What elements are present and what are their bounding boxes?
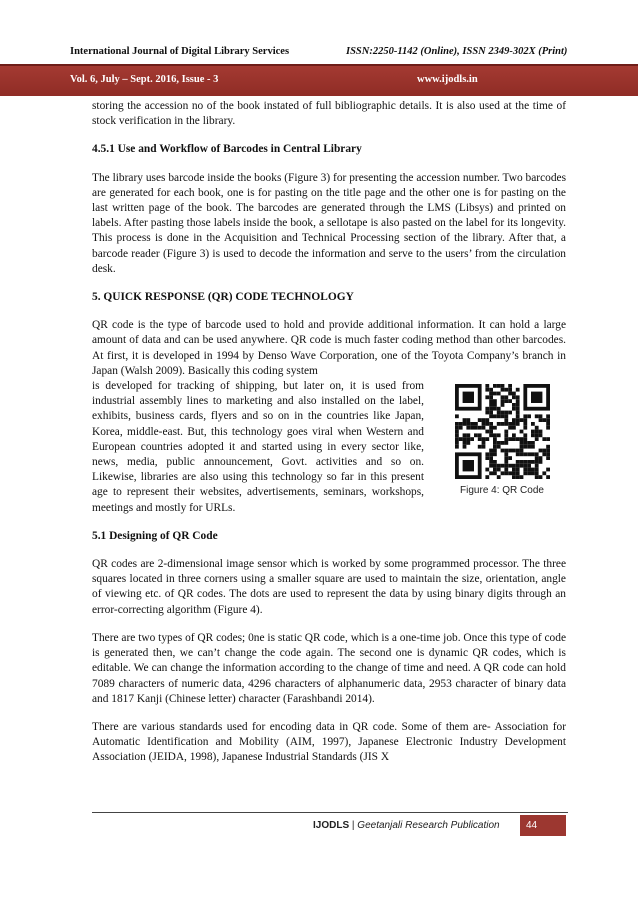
qr-module — [520, 460, 524, 464]
qr-module — [531, 433, 535, 437]
qr-module — [459, 426, 463, 430]
qr-module — [546, 422, 550, 426]
qr-module — [497, 384, 501, 388]
qr-module — [501, 441, 505, 445]
qr-module — [493, 407, 497, 411]
qr-module — [535, 426, 539, 430]
qr-module — [512, 426, 516, 430]
qr-module — [489, 449, 493, 453]
qr-module — [497, 433, 501, 437]
qr-module — [516, 422, 520, 426]
qr-module — [485, 388, 489, 392]
qr-module — [504, 422, 508, 426]
qr-finder-pattern — [463, 392, 474, 403]
qr-module — [523, 441, 527, 445]
qr-module — [482, 445, 486, 449]
qr-module — [493, 449, 497, 453]
heading-51: 5.1 Designing of QR Code — [92, 529, 218, 542]
qr-module — [459, 437, 463, 441]
qr-module — [531, 441, 535, 445]
qr-module — [497, 475, 501, 479]
qr-module — [512, 407, 516, 411]
qr-module — [516, 407, 520, 411]
qr-module — [504, 414, 508, 418]
qr-module — [523, 452, 527, 456]
qr-module — [504, 449, 508, 453]
qr-module — [466, 422, 470, 426]
qr-module — [470, 437, 474, 441]
qr-module — [520, 441, 524, 445]
qr-module — [531, 460, 535, 464]
heading-5: 5. QUICK RESPONSE (QR) CODE TECHNOLOGY — [92, 291, 354, 304]
qr-module — [485, 437, 489, 441]
qr-module — [535, 433, 539, 437]
figure-caption: Figure 4: QR Code — [460, 485, 544, 497]
qr-module — [482, 437, 486, 441]
qr-module — [520, 437, 524, 441]
qr-module — [493, 437, 497, 441]
footer — [313, 820, 500, 831]
qr-module — [501, 449, 505, 453]
qr-module — [535, 475, 539, 479]
qr-module — [493, 471, 497, 475]
qr-module — [493, 403, 497, 407]
qr-module — [489, 430, 493, 434]
qr-module — [493, 464, 497, 468]
qr-module — [489, 414, 493, 418]
qr-module — [497, 407, 501, 411]
qr-module — [493, 433, 497, 437]
qr-module — [523, 468, 527, 472]
qr-module — [508, 388, 512, 392]
qr-module — [516, 468, 520, 472]
qr-module — [489, 426, 493, 430]
qr-code-image — [447, 383, 557, 479]
qr-module — [489, 471, 493, 475]
qr-module — [489, 452, 493, 456]
qr-module — [489, 399, 493, 403]
qr-module — [501, 471, 505, 475]
qr-module — [516, 475, 520, 479]
qr-module — [520, 445, 524, 449]
qr-module — [512, 403, 516, 407]
qr-module — [539, 418, 543, 422]
qr-module — [485, 430, 489, 434]
qr-module — [516, 471, 520, 475]
paragraph-qr-a: QR code is the type of barcode used to hold and provide additional information. It can hold a large amount of data and can be used anywhere. QR code is much faster coding method than other barcodes. At first, it is developed in 1994 by Denso Wave Corporation, one of the Toyota Company’s branch in Japan (Walsh 2009). Basically this coding system — [92, 319, 566, 377]
qr-module — [539, 449, 543, 453]
qr-module — [539, 433, 543, 437]
qr-module — [489, 460, 493, 464]
qr-module — [539, 456, 543, 460]
qr-module — [512, 395, 516, 399]
footer-separator: | — [351, 820, 355, 831]
qr-module — [497, 468, 501, 472]
qr-module — [489, 388, 493, 392]
qr-module — [501, 464, 505, 468]
qr-module — [535, 414, 539, 418]
qr-module — [546, 414, 550, 418]
article-body — [92, 99, 566, 779]
qr-module — [523, 445, 527, 449]
qr-module — [508, 437, 512, 441]
qr-module — [516, 414, 520, 418]
qr-module — [493, 414, 497, 418]
qr-module — [542, 449, 546, 453]
qr-module — [455, 430, 459, 434]
website-link[interactable]: www.ijodls.in — [417, 74, 478, 85]
qr-module — [485, 384, 489, 388]
footer-publisher: Geetanjali Research Publication — [357, 820, 500, 831]
qr-module — [485, 395, 489, 399]
qr-module — [512, 422, 516, 426]
qr-module — [474, 422, 478, 426]
qr-module — [504, 395, 508, 399]
qr-module — [489, 395, 493, 399]
qr-module — [489, 422, 493, 426]
qr-module — [478, 437, 482, 441]
qr-module — [535, 460, 539, 464]
qr-module — [497, 441, 501, 445]
paragraph-intro: storing the accession no of the book instated of full bibliographic details. It is also used at the time of stock verification in the library. — [92, 100, 566, 128]
qr-module — [501, 384, 505, 388]
qr-module — [546, 426, 550, 430]
qr-module — [482, 426, 486, 430]
qr-module — [497, 414, 501, 418]
qr-module — [523, 418, 527, 422]
qr-module — [482, 418, 486, 422]
qr-finder-pattern — [531, 392, 542, 403]
issn-text: ISSN:2250-1142 (Online), ISSN 2349-302X (Print) — [346, 46, 568, 57]
qr-module — [485, 475, 489, 479]
qr-module — [520, 475, 524, 479]
qr-module — [489, 464, 493, 468]
qr-module — [493, 468, 497, 472]
qr-module — [497, 445, 501, 449]
qr-module — [455, 441, 459, 445]
qr-module — [512, 468, 516, 472]
qr-module — [504, 430, 508, 434]
qr-module — [527, 464, 531, 468]
qr-module — [485, 468, 489, 472]
qr-module — [520, 464, 524, 468]
qr-module — [489, 392, 493, 396]
paragraph-design: QR codes are 2-dimensional image sensor which is worked by some programmed processor. The three squares located in three corners using a smaller square are used to maintain the size, orientation, angle of viewing etc. of QR codes. The dots are used to represent the data by using binary digits through an error-correcting algorithm (Figure 4). — [92, 558, 566, 616]
qr-module — [542, 471, 546, 475]
qr-module — [539, 475, 543, 479]
qr-module — [527, 452, 531, 456]
qr-module — [489, 403, 493, 407]
qr-module — [463, 437, 467, 441]
qr-module — [504, 437, 508, 441]
qr-module — [504, 441, 508, 445]
qr-module — [463, 433, 467, 437]
qr-module — [523, 414, 527, 418]
qr-module — [520, 452, 524, 456]
qr-module — [516, 395, 520, 399]
qr-module — [535, 430, 539, 434]
qr-module — [539, 460, 543, 464]
qr-module — [546, 437, 550, 441]
qr-module — [463, 445, 467, 449]
paragraph-types: There are two types of QR codes; 0ne is static QR code, which is a one-time job. Once this type of code is generated then, we can’t change the code again. The second one is dynamic QR codes, which is editable. We can change the information according to the change of time and need. A QR code can hold 7089 characters of numeric data, 4296 characters of alphanumeric data, 2953 character of binary data and 1817 Kanji (Chinese letter) character (Farashbandi 2014). — [92, 631, 566, 705]
qr-module — [527, 471, 531, 475]
qr-module — [508, 422, 512, 426]
qr-module — [546, 449, 550, 453]
qr-module — [497, 464, 501, 468]
qr-module — [482, 422, 486, 426]
qr-module — [466, 433, 470, 437]
qr-module — [542, 418, 546, 422]
figure-qr-code — [438, 383, 566, 498]
qr-module — [504, 418, 508, 422]
qr-module — [546, 475, 550, 479]
journal-title: International Journal of Digital Library Services — [70, 46, 290, 57]
qr-module — [478, 433, 482, 437]
qr-module — [489, 407, 493, 411]
qr-module — [497, 422, 501, 426]
qr-module — [531, 445, 535, 449]
qr-module — [501, 411, 505, 415]
qr-module — [489, 433, 493, 437]
qr-module — [466, 426, 470, 430]
qr-module — [485, 422, 489, 426]
qr-module — [493, 460, 497, 464]
qr-module — [508, 464, 512, 468]
qr-module — [512, 471, 516, 475]
qr-module — [512, 433, 516, 437]
paragraph-qr-b: is developed for tracking of shipping, but later on, it is used from industrial assembly lines to marketing and also installed on the label, exhibits, business cards, flyers and so on in the countries like Japan, Korea, middle-east. But, this technology goes viral when Western and European countries adopted it and started using in every sector like, news, media, public announcement, Govt. activities and so on. Likewise, libraries are also using this technology so far in this present age to represent their websites, advertisements, seminars, workshops, meetings and mostly for URLs. — [92, 380, 424, 514]
qr-module — [527, 460, 531, 464]
qr-module — [546, 452, 550, 456]
qr-module — [455, 426, 459, 430]
qr-module — [516, 449, 520, 453]
paragraph-standards: There are various standards used for encoding data in QR code. Some of them are- Association for Automatic Identification and Mobility (AIM, 1997), Japanese Electronic Industry Development Association (JEIDA, 1998), Japanese Industrial Standards (JIS X — [92, 720, 566, 764]
qr-module — [523, 460, 527, 464]
qr-module — [512, 418, 516, 422]
qr-module — [508, 426, 512, 430]
qr-module — [527, 414, 531, 418]
qr-module — [504, 460, 508, 464]
qr-module — [535, 452, 539, 456]
qr-module — [512, 437, 516, 441]
qr-module — [535, 471, 539, 475]
qr-module — [466, 418, 470, 422]
qr-module — [523, 437, 527, 441]
qr-module — [516, 418, 520, 422]
qr-module — [497, 411, 501, 415]
qr-module — [463, 422, 467, 426]
qr-module — [504, 471, 508, 475]
qr-module — [535, 468, 539, 472]
qr-module — [508, 399, 512, 403]
qr-module — [512, 464, 516, 468]
qr-module — [523, 464, 527, 468]
qr-module — [493, 384, 497, 388]
qr-module — [535, 437, 539, 441]
qr-module — [485, 452, 489, 456]
paragraph-barcode: The library uses barcode inside the books (Figure 3) for presenting the accession number. Two barcodes are generated for each book, one is for pasting on the title page and the other one is for pasting on the last written page of the book. The barcodes are generated through the LMS (Libsys) and printed on labels. After pasting those labels inside the book, a sellotape is also pasted on the label for its longevity. This process is done in the Acquisition and Technical Processing section of the library. After that, a barcode reader (Figure 3) is used to decode the information and serve to the users’ from the circulation desk. — [92, 171, 566, 275]
qr-module — [470, 426, 474, 430]
qr-module — [493, 445, 497, 449]
qr-module — [508, 392, 512, 396]
qr-module — [527, 468, 531, 472]
qr-module — [489, 411, 493, 415]
qr-module — [455, 433, 459, 437]
qr-module — [508, 384, 512, 388]
qr-module — [459, 422, 463, 426]
qr-module — [504, 468, 508, 472]
qr-module — [523, 471, 527, 475]
qr-module — [474, 433, 478, 437]
qr-module — [512, 449, 516, 453]
qr-module — [516, 460, 520, 464]
qr-module — [516, 452, 520, 456]
qr-module — [539, 430, 543, 434]
qr-module — [493, 452, 497, 456]
qr-module — [516, 403, 520, 407]
qr-module — [512, 392, 516, 396]
qr-module — [485, 418, 489, 422]
qr-module — [504, 464, 508, 468]
qr-module — [478, 426, 482, 430]
qr-module — [523, 422, 527, 426]
qr-module — [463, 441, 467, 445]
volume-text: Vol. 6, July – Sept. 2016, Issue - 3 — [70, 74, 219, 85]
qr-module — [455, 437, 459, 441]
qr-module — [463, 418, 467, 422]
qr-module — [516, 464, 520, 468]
qr-module — [508, 411, 512, 415]
qr-module — [531, 430, 535, 434]
qr-module — [520, 449, 524, 453]
qr-module — [470, 422, 474, 426]
header-band — [0, 64, 638, 96]
qr-module — [493, 426, 497, 430]
qr-module — [474, 426, 478, 430]
qr-module — [523, 426, 527, 430]
qr-module — [542, 452, 546, 456]
qr-module — [531, 422, 535, 426]
qr-module — [493, 392, 497, 396]
qr-module — [516, 399, 520, 403]
qr-module — [546, 445, 550, 449]
footer-journal-abbr: IJODLS — [313, 820, 350, 831]
heading-451: 4.5.1 Use and Workflow of Barcodes in Central Library — [92, 143, 362, 156]
qr-module — [485, 456, 489, 460]
qr-module — [504, 388, 508, 392]
qr-module — [504, 411, 508, 415]
footer-rule — [92, 812, 568, 813]
qr-module — [535, 464, 539, 468]
qr-module — [508, 449, 512, 453]
qr-module — [531, 468, 535, 472]
qr-module — [546, 418, 550, 422]
qr-module — [478, 418, 482, 422]
qr-module — [508, 456, 512, 460]
qr-module — [546, 456, 550, 460]
qr-module — [523, 433, 527, 437]
qr-module — [501, 403, 505, 407]
qr-module — [478, 445, 482, 449]
page-number: 44 — [520, 815, 566, 836]
qr-finder-pattern — [463, 460, 474, 471]
qr-module — [482, 441, 486, 445]
qr-module — [493, 399, 497, 403]
qr-module — [497, 392, 501, 396]
qr-module — [527, 445, 531, 449]
qr-module — [501, 414, 505, 418]
qr-module — [535, 456, 539, 460]
qr-module — [520, 430, 524, 434]
qr-module — [489, 456, 493, 460]
qr-module — [539, 414, 543, 418]
qr-module — [455, 422, 459, 426]
qr-module — [531, 471, 535, 475]
qr-module — [501, 399, 505, 403]
qr-module — [493, 441, 497, 445]
qr-module — [531, 452, 535, 456]
qr-module — [516, 388, 520, 392]
qr-module — [512, 475, 516, 479]
qr-module — [527, 441, 531, 445]
qr-module — [516, 437, 520, 441]
qr-module — [516, 411, 520, 415]
qr-module — [501, 388, 505, 392]
qr-module — [466, 441, 470, 445]
qr-module — [485, 411, 489, 415]
qr-module — [508, 471, 512, 475]
qr-module — [504, 456, 508, 460]
qr-module — [504, 433, 508, 437]
qr-module — [455, 445, 459, 449]
qr-module — [466, 437, 470, 441]
qr-module — [485, 407, 489, 411]
qr-module — [501, 395, 505, 399]
qr-module — [501, 422, 505, 426]
qr-module — [542, 437, 546, 441]
qr-section-wrap — [92, 379, 566, 516]
qr-module — [520, 418, 524, 422]
qr-module — [546, 468, 550, 472]
qr-module — [504, 399, 508, 403]
qr-module — [504, 452, 508, 456]
qr-module — [455, 414, 459, 418]
